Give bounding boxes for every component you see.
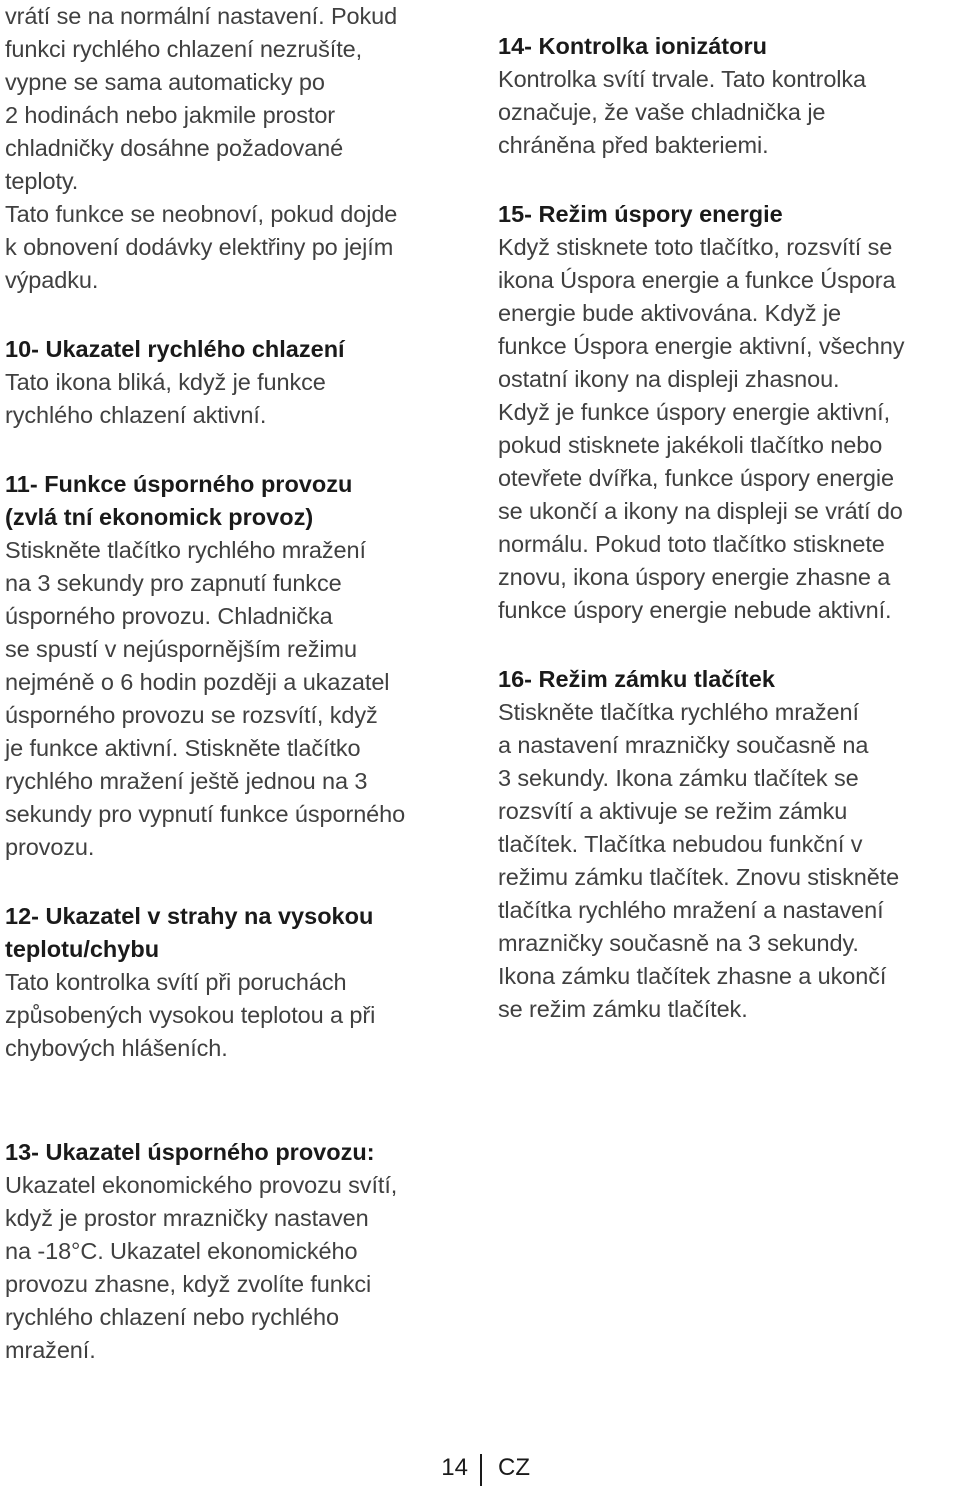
text-line: na 3 sekundy pro zapnutí funkce: [5, 570, 342, 596]
text-line: se spustí v nejúspornějším režimu: [5, 636, 357, 662]
text-line: funkci rychlého chlazení nezrušíte,: [5, 36, 363, 62]
text-line: Tato funkce se neobnoví, pokud dojde: [5, 201, 398, 227]
spacer: [498, 162, 958, 198]
text-line: provozu.: [5, 834, 95, 860]
section-heading: 12- Ukazatel v strahy na vysokou: [5, 903, 374, 929]
text-line: funkce Úspora energie aktivní, všechny: [498, 333, 905, 359]
text-line: Když je funkce úspory energie aktivní,: [498, 399, 890, 425]
text-line: energie bude aktivována. Když je: [498, 300, 842, 326]
text-line: chybových hlášeních.: [5, 1035, 228, 1061]
page-footer: [0, 1450, 960, 1490]
text-line: výpadku.: [5, 267, 99, 293]
section-heading: 13- Ukazatel úsporného provozu:: [5, 1139, 375, 1165]
text-line: 3 sekundy. Ikona zámku tlačítek se: [498, 765, 859, 791]
text-line: Stiskněte tlačítko rychlého mražení: [5, 537, 366, 563]
spacer: [5, 432, 475, 468]
text-line: se ukončí a ikony na displeji se vrátí do: [498, 498, 903, 524]
spacer: [498, 627, 958, 663]
text-line: chladničky dosáhne požadované: [5, 135, 344, 161]
text-line: vrátí se na normální nastavení. Pokud: [5, 3, 398, 29]
text-line: když je prostor mrazničky nastaven: [5, 1205, 369, 1231]
text-line: 2 hodinách nebo jakmile prostor: [5, 102, 336, 128]
text-line: označuje, že vaše chladnička je: [498, 99, 826, 125]
text-line: režimu zámku tlačítek. Znovu stiskněte: [498, 864, 900, 890]
text-line: znovu, ikona úspory energie zhasne a: [498, 564, 891, 590]
text-line: rychlého chlazení nebo rychlého: [5, 1304, 339, 1330]
spacer: [5, 864, 475, 900]
text-line: pokud stisknete jakékoli tlačítko nebo: [498, 432, 883, 458]
intro-paragraph: [5, 0, 475, 297]
text-line: rychlého chlazení aktivní.: [5, 402, 267, 428]
section-13: [5, 1136, 475, 1367]
right-column: [498, 30, 958, 1026]
text-line: tlačítka rychlého mražení a nastavení: [498, 897, 884, 923]
text-line: teploty.: [5, 168, 79, 194]
language-code: CZ: [498, 1454, 530, 1481]
text-line: mražení.: [5, 1337, 96, 1363]
text-line: Ukazatel ekonomického provozu svítí,: [5, 1172, 398, 1198]
text-line: ostatní ikony na displeji zhasnou.: [498, 366, 840, 392]
text-line: Stiskněte tlačítka rychlého mražení: [498, 699, 859, 725]
text-line: Kontrolka svítí trvale. Tato kontrolka: [498, 66, 867, 92]
text-line: otevřete dvířka, funkce úspory energie: [498, 465, 894, 491]
page-number: 14: [441, 1454, 468, 1481]
section-heading: teplotu/chybu: [5, 936, 160, 962]
left-column: [5, 0, 475, 1065]
text-line: Tato ikona bliká, když je funkce: [5, 369, 326, 395]
section-14: [498, 30, 958, 162]
text-line: tlačítek. Tlačítka nebudou funkční v: [498, 831, 863, 857]
section-16: [498, 663, 958, 1026]
section-heading: 14- Kontrolka ionizátoru: [498, 33, 767, 59]
section-heading: 11- Funkce úsporného provozu: [5, 471, 353, 497]
text-line: Když stisknete toto tlačítko, rozsvítí se: [498, 234, 893, 260]
text-line: na -18°C. Ukazatel ekonomického: [5, 1238, 358, 1264]
text-line: způsobených vysokou teplotou a při: [5, 1002, 376, 1028]
section-heading: 10- Ukazatel rychlého chlazení: [5, 336, 345, 362]
text-line: Ikona zámku tlačítek zhasne a ukončí: [498, 963, 887, 989]
section-heading: (zvlá tní ekonomick provoz): [5, 504, 314, 530]
footer-divider: [480, 1454, 482, 1486]
text-line: rozsvítí a aktivuje se režim zámku: [498, 798, 848, 824]
section-heading: 16- Režim zámku tlačítek: [498, 666, 775, 692]
text-line: úsporného provozu se rozsvítí, když: [5, 702, 378, 728]
text-line: k obnovení dodávky elektřiny po jejím: [5, 234, 394, 260]
text-line: ikona Úspora energie a funkce Úspora: [498, 267, 896, 293]
text-line: se režim zámku tlačítek.: [498, 996, 748, 1022]
text-line: a nastavení mrazničky současně na: [498, 732, 869, 758]
text-line: rychlého mražení ještě jednou na 3: [5, 768, 368, 794]
text-line: vypne se sama automaticky po: [5, 69, 325, 95]
spacer: [5, 297, 475, 333]
section-heading: 15- Režim úspory energie: [498, 201, 783, 227]
text-line: je funkce aktivní. Stiskněte tlačítko: [5, 735, 361, 761]
bottom-left-column: [5, 1136, 475, 1367]
text-line: úsporného provozu. Chladnička: [5, 603, 333, 629]
text-line: Tato kontrolka svítí při poruchách: [5, 969, 347, 995]
section-11: [5, 468, 475, 864]
text-line: chráněna před bakteriemi.: [498, 132, 769, 158]
text-line: provozu zhasne, když zvolíte funkci: [5, 1271, 372, 1297]
text-line: mrazničky současně na 3 sekundy.: [498, 930, 859, 956]
section-12: [5, 900, 475, 1065]
text-line: sekundy pro vypnutí funkce úsporného: [5, 801, 406, 827]
text-line: funkce úspory energie nebude aktivní.: [498, 597, 892, 623]
text-line: nejméně o 6 hodin později a ukazatel: [5, 669, 390, 695]
text-line: normálu. Pokud toto tlačítko stisknete: [498, 531, 885, 557]
section-10: [5, 333, 475, 432]
section-15: [498, 198, 958, 627]
